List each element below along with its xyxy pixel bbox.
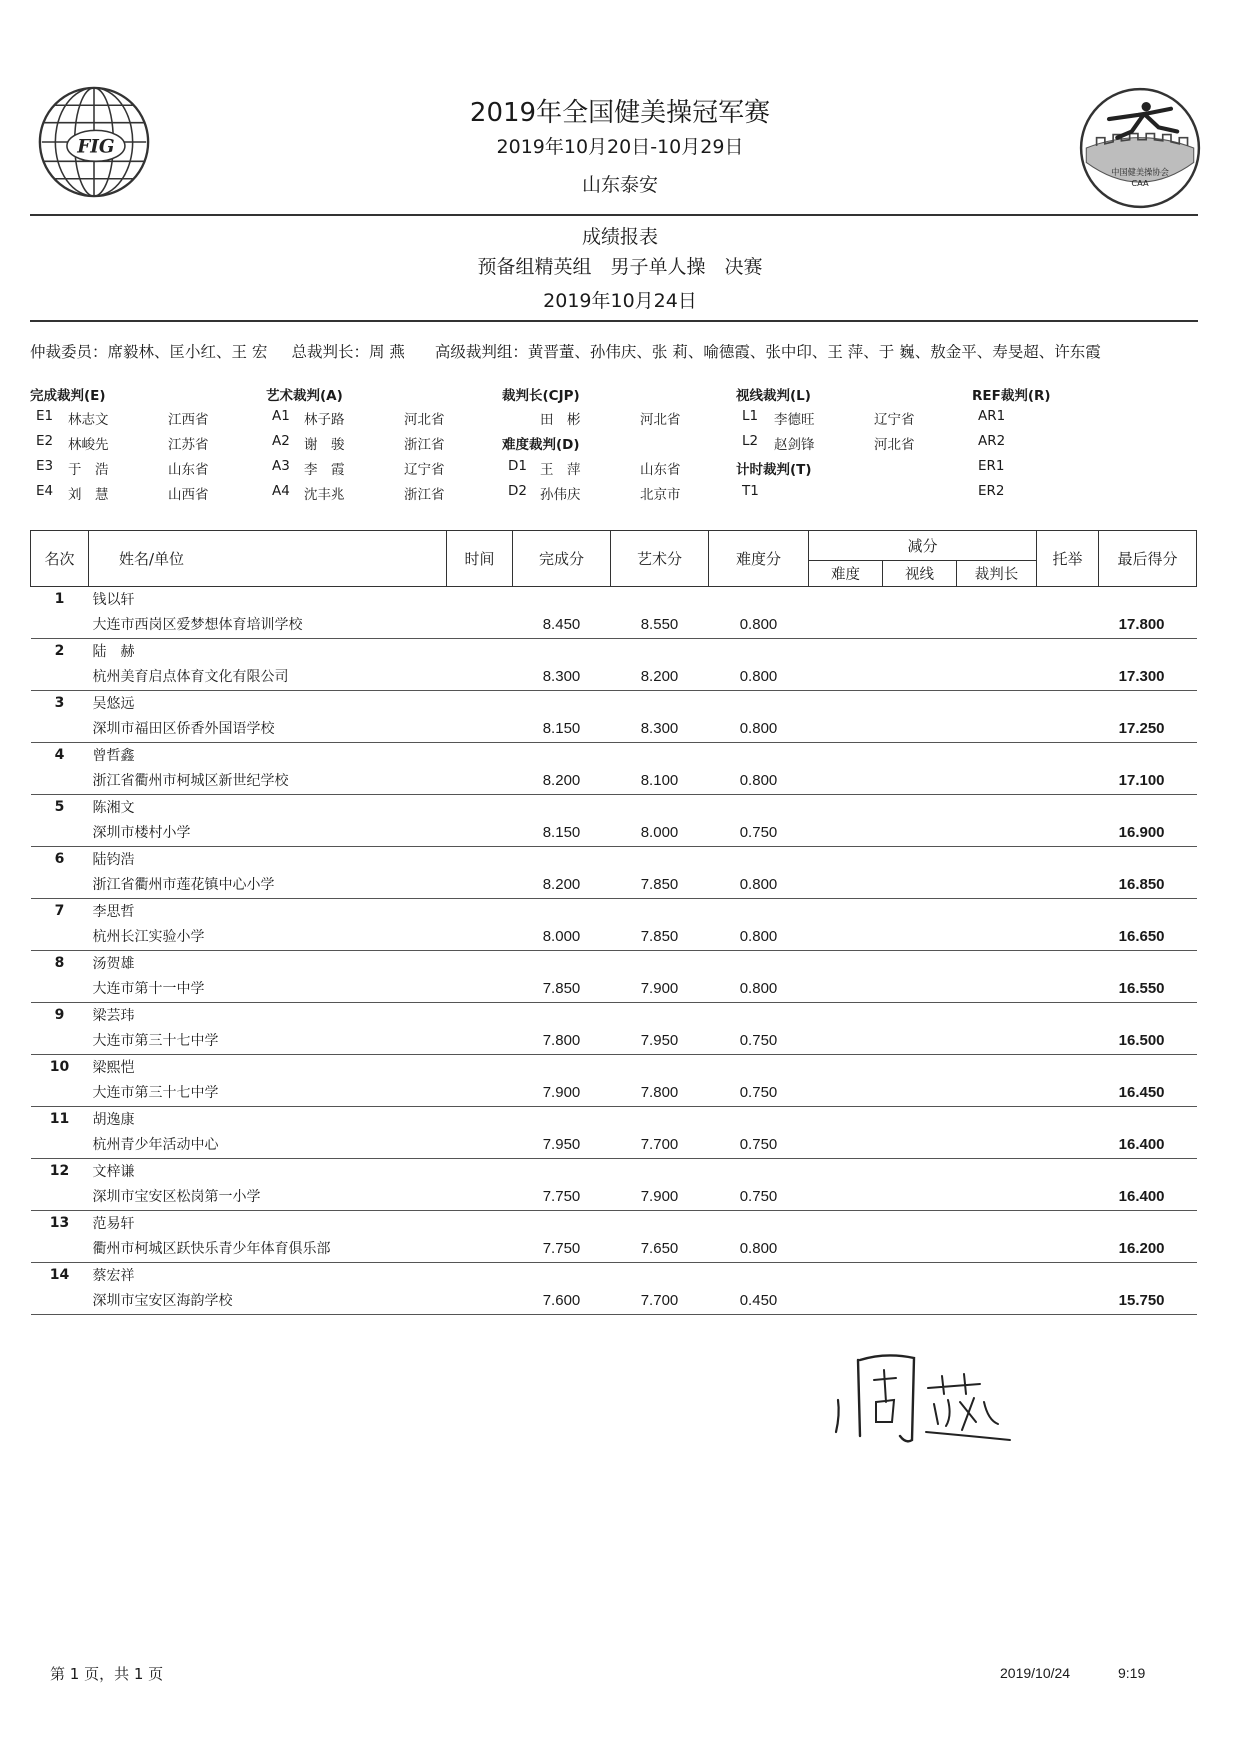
judge-province: 辽宁省 [874, 412, 915, 428]
cjp-difficulty-judges [502, 384, 722, 508]
difficulty-score: 0.800 [709, 715, 809, 743]
artistic-score: 8.300 [611, 715, 709, 743]
artistic-score: 7.650 [611, 1235, 709, 1263]
execution-score: 8.000 [513, 923, 611, 951]
table-row-detail [31, 871, 1197, 899]
execution-score: 8.200 [513, 871, 611, 899]
athlete-name: 范易轩 [92, 1215, 135, 1232]
athlete-name: 蔡宏祥 [92, 1267, 135, 1284]
judge-row [736, 483, 956, 508]
judge-code: E4 [36, 483, 54, 499]
execution-score: 8.300 [513, 663, 611, 691]
judge-row [502, 458, 722, 483]
table-row-detail [31, 975, 1197, 1003]
table-row-detail [31, 611, 1197, 639]
artistic-score: 7.800 [611, 1079, 709, 1107]
difficulty-score: 0.800 [709, 975, 809, 1003]
header-execution: 完成分 [513, 531, 611, 587]
rank-cell: 5 [54, 798, 65, 815]
final-score: 16.200 [1099, 1235, 1197, 1263]
artistic-judges [266, 384, 486, 508]
table-row-detail [31, 1287, 1197, 1315]
athlete-name: 钱以轩 [92, 591, 135, 608]
execution-score: 7.850 [513, 975, 611, 1003]
athlete-unit: 杭州长江实验小学 [89, 923, 447, 951]
table-row-detail [31, 923, 1197, 951]
cjp-header: 裁判长(CJP) [502, 388, 580, 404]
caa-logo-abbr: CAA [1131, 178, 1149, 189]
execution-score: 8.150 [513, 819, 611, 847]
judge-name: 于 浩 [68, 462, 109, 478]
competition-venue: 山东泰安 [581, 174, 658, 196]
rank-cell: 8 [54, 954, 65, 971]
results-table [30, 530, 1197, 1315]
judge-name: 沈丰兆 [304, 487, 345, 503]
athlete-name: 陆钧浩 [92, 851, 135, 868]
difficulty-header: 难度裁判(D) [502, 437, 580, 453]
officials-line [30, 340, 1101, 362]
athlete-unit: 深圳市楼村小学 [89, 819, 447, 847]
judge-name: 李 霞 [304, 462, 345, 478]
table-row [31, 899, 1197, 923]
table-row-detail [31, 1079, 1197, 1107]
competition-title: 2019年全国健美操冠军赛 [469, 98, 771, 128]
table-row [31, 587, 1197, 611]
judge-code: E1 [36, 408, 54, 424]
judge-province: 江西省 [168, 412, 209, 428]
jury-label: 仲裁委员： [30, 343, 108, 361]
judge-row [736, 433, 956, 458]
difficulty-score: 0.750 [709, 1131, 809, 1159]
execution-score: 7.750 [513, 1183, 611, 1211]
athlete-unit: 杭州青少年活动中心 [89, 1131, 447, 1159]
athlete-unit: 深圳市福田区侨香外国语学校 [89, 715, 447, 743]
judge-province: 山东省 [640, 462, 681, 478]
judge-code: ER1 [978, 458, 1005, 474]
execution-header: 完成裁判(E) [30, 388, 106, 404]
athlete-unit: 深圳市宝安区海韵学校 [89, 1287, 447, 1315]
judge-row [502, 408, 722, 433]
athlete-name: 汤贺雄 [92, 955, 135, 972]
judge-name: 林子路 [304, 412, 345, 428]
athlete-name: 胡逸康 [92, 1111, 135, 1128]
header-divider-bottom [30, 320, 1198, 322]
final-score: 17.800 [1099, 611, 1197, 639]
judge-row [972, 483, 1132, 508]
competition-dates: 2019年10月20日-10月29日 [496, 136, 744, 158]
rank-cell: 1 [54, 590, 65, 607]
table-row-detail [31, 819, 1197, 847]
athlete-name: 李思哲 [92, 903, 135, 920]
execution-score: 8.450 [513, 611, 611, 639]
header-divider-top [30, 214, 1198, 216]
athlete-unit: 浙江省衢州市柯城区新世纪学校 [89, 767, 447, 795]
judge-name: 林志文 [68, 412, 109, 428]
table-row [31, 1211, 1197, 1235]
execution-score: 8.200 [513, 767, 611, 795]
chief-judge-signature [830, 1340, 1020, 1450]
jury-names: 席毅林、匡小红、王 宏 [107, 343, 268, 361]
table-row [31, 1055, 1197, 1079]
footer-date: 2019/10/24 [1000, 1665, 1071, 1681]
line-header: 视线裁判(L) [736, 388, 811, 404]
report-title: 成绩报表 [581, 226, 658, 248]
rank-cell: 10 [49, 1058, 70, 1075]
final-score: 16.650 [1099, 923, 1197, 951]
caa-logo-text: 中国健美操协会 [1111, 166, 1169, 177]
table-row-detail [31, 1183, 1197, 1211]
rank-cell: 12 [49, 1162, 70, 1179]
footer-time: 9:19 [1118, 1665, 1146, 1681]
artistic-score: 7.850 [611, 923, 709, 951]
judge-row [266, 483, 486, 508]
table-row-detail [31, 1027, 1197, 1055]
difficulty-score: 0.750 [709, 819, 809, 847]
header-difficulty: 难度分 [709, 531, 809, 587]
judge-province: 浙江省 [404, 437, 445, 453]
judge-code: A3 [272, 458, 290, 474]
rank-cell: 4 [54, 746, 65, 763]
table-row-detail [31, 1131, 1197, 1159]
athlete-unit: 大连市第三十七中学 [89, 1027, 447, 1055]
judge-code: AR2 [978, 433, 1006, 449]
final-score: 17.250 [1099, 715, 1197, 743]
athlete-unit: 大连市第三十七中学 [89, 1079, 447, 1107]
difficulty-score: 0.750 [709, 1183, 809, 1211]
difficulty-score: 0.750 [709, 1079, 809, 1107]
judge-code: T1 [742, 483, 759, 499]
judge-name: 刘 慧 [68, 487, 109, 503]
judge-code: A4 [272, 483, 290, 499]
chief-label: 总裁判长： [291, 343, 369, 361]
judge-row [30, 433, 250, 458]
header-ded-line: 视线 [883, 561, 957, 587]
judge-province: 江苏省 [168, 437, 209, 453]
judge-province: 浙江省 [404, 487, 445, 503]
header-lift: 托举 [1037, 531, 1099, 587]
judge-province: 河北省 [640, 412, 681, 428]
artistic-score: 8.100 [611, 767, 709, 795]
rank-cell: 13 [49, 1214, 70, 1231]
athlete-name: 文梓谦 [92, 1163, 135, 1180]
header-time: 时间 [447, 531, 513, 587]
judge-row [502, 483, 722, 508]
final-score: 16.550 [1099, 975, 1197, 1003]
rank-cell: 7 [54, 902, 65, 919]
rank-cell: 3 [54, 694, 65, 711]
table-row-detail [31, 715, 1197, 743]
table-row [31, 639, 1197, 663]
judge-row [972, 408, 1132, 433]
judge-name: 王 萍 [540, 462, 581, 478]
judge-code: L1 [742, 408, 759, 424]
athlete-unit: 大连市西岗区爱梦想体育培训学校 [89, 611, 447, 639]
senior-label: 高级裁判组： [434, 343, 528, 361]
judge-name: 林峻先 [68, 437, 109, 453]
judge-code: ER2 [978, 483, 1005, 499]
artistic-score: 7.850 [611, 871, 709, 899]
judge-row [736, 408, 956, 433]
header-deductions: 减分 [809, 531, 1037, 561]
judge-row [30, 408, 250, 433]
judge-name: 谢 骏 [304, 437, 345, 453]
judge-province: 河北省 [404, 412, 445, 428]
judge-code: L2 [742, 433, 759, 449]
artistic-header: 艺术裁判(A) [266, 388, 343, 404]
header-artistic: 艺术分 [611, 531, 709, 587]
difficulty-score: 0.800 [709, 611, 809, 639]
final-score: 17.300 [1099, 663, 1197, 691]
judge-row [30, 458, 250, 483]
athlete-unit: 衢州市柯城区跃快乐青少年体育俱乐部 [89, 1235, 447, 1263]
report-day: 2019年10月24日 [543, 290, 697, 312]
difficulty-score: 0.800 [709, 923, 809, 951]
judge-name: 田 彬 [540, 412, 581, 428]
final-score: 16.900 [1099, 819, 1197, 847]
judge-name: 孙伟庆 [540, 487, 581, 503]
results-body [31, 587, 1197, 1315]
artistic-score: 7.950 [611, 1027, 709, 1055]
execution-score: 7.600 [513, 1287, 611, 1315]
table-row [31, 691, 1197, 715]
table-row-detail [31, 767, 1197, 795]
event-title: 预备组精英组 男子单人操 决赛 [477, 256, 763, 278]
athlete-name: 陆 赫 [92, 643, 135, 660]
athlete-name: 陈湘文 [92, 799, 135, 816]
difficulty-score: 0.800 [709, 871, 809, 899]
artistic-score: 7.900 [611, 975, 709, 1003]
rank-cell: 6 [54, 850, 65, 867]
execution-score: 7.800 [513, 1027, 611, 1055]
athlete-name: 曾哲鑫 [92, 747, 135, 764]
judge-code: AR1 [978, 408, 1006, 424]
judge-province: 山西省 [168, 487, 209, 503]
table-row [31, 1003, 1197, 1027]
final-score: 16.400 [1099, 1131, 1197, 1159]
difficulty-score: 0.800 [709, 1235, 809, 1263]
header-ded-chair: 裁判长 [957, 561, 1037, 587]
final-score: 16.450 [1099, 1079, 1197, 1107]
athlete-unit: 深圳市宝安区松岗第一小学 [89, 1183, 447, 1211]
final-score: 17.100 [1099, 767, 1197, 795]
table-row-detail [31, 663, 1197, 691]
senior-names: 黄晋蕫、孙伟庆、张 莉、喻德霞、张中印、王 萍、于 巍、敖金平、寿旻超、许东霞 [527, 343, 1101, 361]
judge-code: A1 [272, 408, 290, 424]
rank-cell: 2 [54, 642, 65, 659]
athlete-name: 梁芸玮 [92, 1007, 135, 1024]
execution-score: 8.150 [513, 715, 611, 743]
table-row [31, 951, 1197, 975]
table-row [31, 743, 1197, 767]
difficulty-score: 0.800 [709, 767, 809, 795]
difficulty-score: 0.450 [709, 1287, 809, 1315]
final-score: 16.500 [1099, 1027, 1197, 1055]
header-final: 最后得分 [1099, 531, 1197, 587]
ref-judges [972, 384, 1132, 508]
execution-score: 7.950 [513, 1131, 611, 1159]
rank-cell: 14 [49, 1266, 70, 1283]
athlete-unit: 浙江省衢州市莲花镇中心小学 [89, 871, 447, 899]
header-ded-difficulty: 难度 [809, 561, 883, 587]
judge-name: 李德旺 [774, 412, 815, 428]
judge-province: 北京市 [640, 487, 681, 503]
artistic-score: 8.000 [611, 819, 709, 847]
artistic-score: 8.550 [611, 611, 709, 639]
judge-code: E3 [36, 458, 54, 474]
timing-header: 计时裁判(T) [736, 462, 812, 478]
difficulty-score: 0.750 [709, 1027, 809, 1055]
artistic-score: 7.700 [611, 1131, 709, 1159]
rank-cell: 11 [49, 1110, 70, 1127]
judge-code: D2 [508, 483, 527, 499]
table-row [31, 795, 1197, 819]
table-row [31, 1159, 1197, 1183]
judge-row [972, 433, 1132, 458]
judge-province: 山东省 [168, 462, 209, 478]
table-row [31, 847, 1197, 871]
final-score: 16.400 [1099, 1183, 1197, 1211]
rank-cell: 9 [54, 1006, 65, 1023]
chief-name: 周 燕 [368, 343, 405, 361]
judge-row [266, 458, 486, 483]
judge-province: 辽宁省 [404, 462, 445, 478]
line-timing-judges [736, 384, 956, 508]
execution-score: 7.900 [513, 1079, 611, 1107]
judge-code: D1 [508, 458, 527, 474]
execution-score: 7.750 [513, 1235, 611, 1263]
artistic-score: 7.900 [611, 1183, 709, 1211]
judge-code: A2 [272, 433, 290, 449]
judge-code: E2 [36, 433, 54, 449]
judge-province: 河北省 [874, 437, 915, 453]
judge-name: 赵剑锋 [774, 437, 815, 453]
artistic-score: 8.200 [611, 663, 709, 691]
footer-page-number: 第 1 页，共 1 页 [50, 1665, 164, 1683]
judge-row [30, 483, 250, 508]
judge-row [972, 458, 1132, 483]
athlete-name: 吴悠远 [92, 695, 135, 712]
fig-logo-text: FIG [77, 136, 115, 158]
execution-judges [30, 384, 250, 508]
ref-header: REF裁判(R) [972, 388, 1051, 404]
final-score: 16.850 [1099, 871, 1197, 899]
difficulty-score: 0.800 [709, 663, 809, 691]
athlete-name: 梁熙恺 [92, 1059, 135, 1076]
header-rank: 名次 [31, 531, 89, 587]
artistic-score: 7.700 [611, 1287, 709, 1315]
judge-row [266, 408, 486, 433]
judge-row [266, 433, 486, 458]
table-row-detail [31, 1235, 1197, 1263]
athlete-unit: 杭州美育启点体育文化有限公司 [89, 663, 447, 691]
table-row [31, 1107, 1197, 1131]
athlete-unit: 大连市第十一中学 [89, 975, 447, 1003]
header-name-unit: 姓名/单位 [89, 531, 447, 587]
table-row [31, 1263, 1197, 1287]
final-score: 15.750 [1099, 1287, 1197, 1315]
